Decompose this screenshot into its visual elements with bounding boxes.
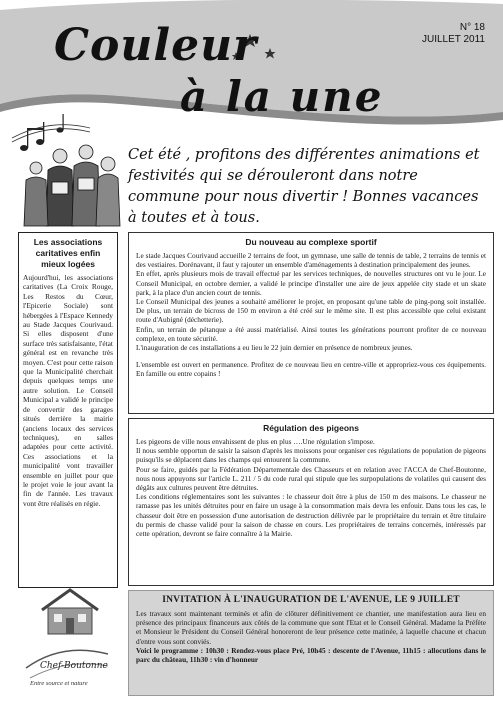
newsletter-title: Couleur: [54, 20, 258, 71]
article-pigeon-regulation: [128, 418, 494, 586]
article-paragraph: L'inauguration de ces installations a eu lieu le 22 juin dernier en présence de nombreux jeunes.: [136, 343, 413, 353]
house-icon: [38, 586, 102, 636]
left-article: [18, 232, 118, 588]
article-paragraph: Enfin, un terrain de pétanque a été aussi matérialisé. Ainsi toutes les générations pourront profiter de ce nouveau complexe, en toute sécurité.: [136, 324, 486, 343]
newsletter-subtitle: à la une: [180, 72, 384, 121]
issue-date: JUILLET 2011: [421, 34, 485, 45]
article-paragraph: Le stade Jacques Courivaud accueille 2 terrains de foot, un gymnase, une salle de tennis de table, 2 terrains de tennis et des vestiaires. Dorénavant, il faut y rajouter un ensemble d'aménagements à destination principalement des jeunes.: [136, 251, 486, 270]
article-sports-complex-title: Du nouveau au complexe sportif: [245, 237, 377, 247]
article-paragraph: Les travaux sont maintenant terminés et afin de clôturer définitivement ce chantier, une manifestation aura lieu en présence des principaux financeurs aux côtés de la commune que sont l'Etat et le Conseil Général. Madame la Préfète et Monsieur le Président du Conseil Général honoreront de leur présence cette matinée, à laquelle chacune et chacun d'entre vous sont conviés.: [136, 609, 486, 646]
article-paragraph: Il nous semble opportun de saisir la saison d'après les moissons pour organiser ces régulations de population de pigeons puisqu'ils se déplacent dans les champs qui entourent la commune.: [136, 446, 486, 465]
programme-text: Voici le programme : 10h30 : Rendez-vous place Pré, 10h45 : descente de l'Avenue, 11h15 : allocutions dans le parc du château, 11h30 : vin d'honneur: [136, 645, 486, 665]
choir-illustration: [10, 108, 128, 230]
article-sports-complex: [128, 232, 494, 414]
article-paragraph: Les pigeons de ville nous envahissent de plus en plus ….Une régulation s'impose.: [136, 437, 375, 446]
intro-text: Cet été , profitons des différentes animations et festivités qui se dérouleront dans notre commune pour nous divertir ! Bonnes vacances à toutes et à tous.: [128, 147, 480, 226]
logo-tagline: Entre source et nature: [30, 680, 88, 687]
article-paragraph: En effet, après plusieurs mois de travail effectué par les services techniques, de nouvelles structures ont vu le jour. Le Conseil Municipal, en octobre dernier, a validé le principe d'installer une aire de jeux appelée city stade et un skate park, à la place d'un ancien court de tennis.: [136, 269, 486, 297]
choir-singers: [24, 145, 120, 226]
logo-name: Chef-Boutonne: [40, 661, 108, 671]
issue-number: N° 18: [459, 22, 485, 33]
issue-info: [422, 22, 485, 46]
article-avenue-inauguration-title: INVITATION À L'INAUGURATION DE L'AVENUE, LE 9 JUILLET: [162, 595, 460, 605]
left-article-body: Aujourd'hui, les associations caritatives (La Croix Rouge, Les Restos du Cœur, l'Epicerie Sociale) sont hébergées à l'Espace Kennedy au Stade Jacques Courivaud. Si elles disposent d'une surface très satisfaisante, l'état général est en revanche très moyen. C'est pour cette raison que la Municipalité cherchait depuis quelques temps une autre solution. Le Conseil Municipal a validé le principe de convertir des garages situés derrière la mairie (anciens locaux des services techniques), en salles adaptées pour cette activité. Ces associations et la municipalité vont travailler ensemble en juillet pour que le projet voie le jour avant la fin de l'année. Les travaux vont être réalisés en régie.: [23, 273, 113, 508]
article-pigeon-regulation-title: Régulation des pigeons: [263, 423, 359, 433]
left-article-title: Les associations caritatives enfin mieux logées: [33, 237, 103, 269]
article-paragraph: Pour se faire, guidés par la Fédération Départementale des Chasseurs et en relation avec l'ACCA de Chef-Boutonne, nous nous appuyons sur l'article L. 211 / 5 du code rural qui stipule que les surpopulations de volatiles qui causent des dégâts aux cultures peuvent être détruites.: [136, 464, 486, 493]
music-note-icon: [12, 114, 90, 151]
article-avenue-inauguration: [128, 590, 494, 696]
article-paragraph: Les conditions réglementaires sont les suivantes : le chasseur doit être à plus de 150 m des maisons. Le chasseur ne ramasse pas les unités détruites pour en faire un usage à la consommation mais devra les enfouir. Dans tous les cas, le chasseur doit être en possession d'une autorisation de destruction délivrée par le propriétaire du terrain et être titulaire du permis de chasse validé pour la saison de chasse en cours. Les propriétaires de terrains concernés, intéressés par cette opération, devront se faire connaître à la Mairie.: [136, 492, 486, 539]
article-paragraph: L'ensemble est ouvert en permanence. Profitez de ce nouveau lieu en centre-ville et appropriez-vous ces équipements. En famille ou entre copains !: [136, 360, 486, 379]
article-paragraph: Le Conseil Municipal des jeunes a souhaité améliorer le projet, en proposant qu'une table de ping-pong soit installée. De plus, un terrain de bicross de 150 m environ a été créé sur le même site. Il est plus accessible que celui existant route d'Aubigné (déchetterie).: [136, 297, 486, 325]
